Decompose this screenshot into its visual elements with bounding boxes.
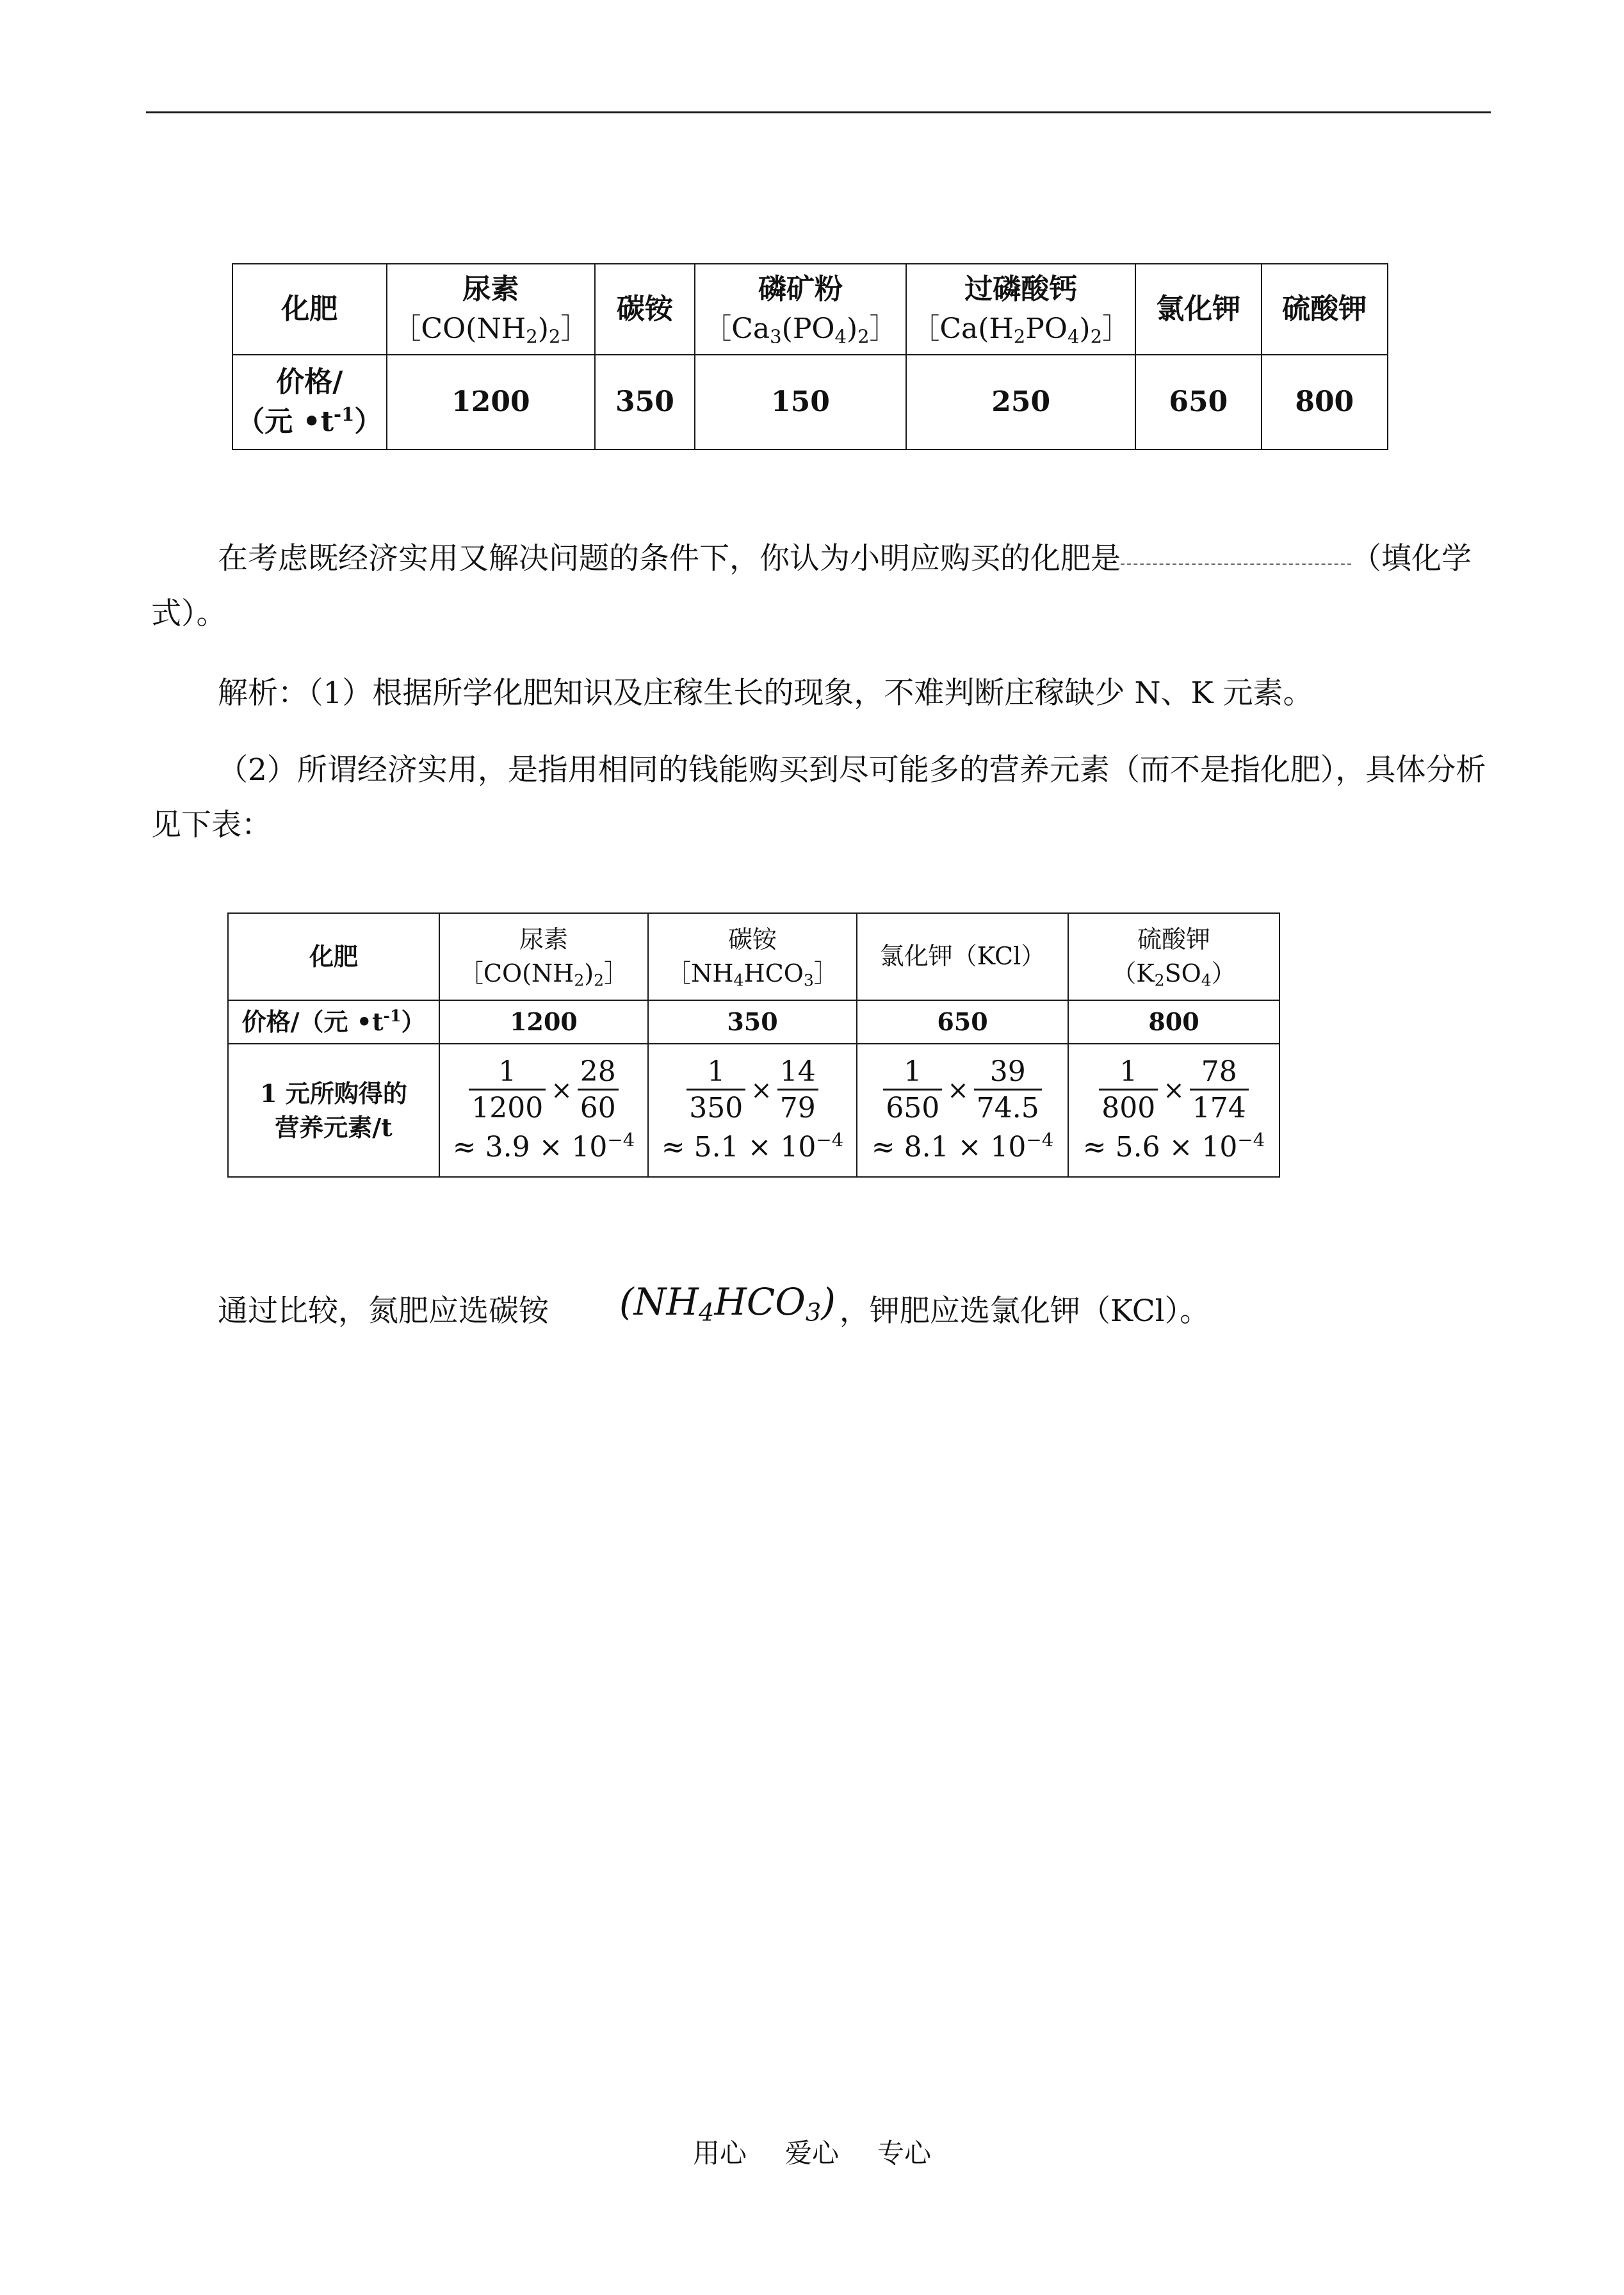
- t2-header-cell: 碳铵 $[NH_4HCO_3]$: [648, 913, 857, 1000]
- t2-calc-cell: [439, 1044, 648, 1177]
- times-sign: ×: [1163, 1075, 1185, 1105]
- t1-price-cell: 800: [1262, 355, 1388, 450]
- t2-header-cell: 氯化钾（KCl）: [857, 913, 1068, 1000]
- fraction: $\frac{28}{60}$: [578, 1055, 619, 1126]
- t2-price-cell: 1200: [439, 1000, 648, 1044]
- t1-price-cell: 1200: [387, 355, 596, 450]
- footer-word: 爱心: [784, 2137, 839, 2169]
- t1-price-cell: 650: [1135, 355, 1261, 450]
- page-footer: [0, 2132, 1624, 2171]
- t1-header-cell: 尿素 $[CO(NH_2)_2]$: [387, 264, 596, 355]
- times-sign: ×: [947, 1075, 969, 1105]
- t2-calc-cell: [648, 1044, 857, 1177]
- times-sign: ×: [751, 1075, 772, 1105]
- t2-calc-cell: [857, 1044, 1068, 1177]
- t1-header-cell: 氯化钾: [1135, 264, 1261, 355]
- t2-header-label: 化肥: [228, 913, 439, 1000]
- t1-header-cell: 磷矿粉 $[Ca_3(PO_4)_2]$: [695, 264, 907, 355]
- analysis-paragraph-1: 解析：（1）根据所学化肥知识及庄稼生长的现象，不难判断庄稼缺少 N、K 元素。: [218, 676, 1313, 711]
- question-paragraph: 在考虑既经济实用又解决问题的条件下，你认为小明应购买的化肥是 （填化学式）。: [151, 541, 1472, 631]
- t1-header-cell: 硫酸钾: [1262, 264, 1388, 355]
- chemical-formula: $(NH_4HCO_3)$: [619, 1280, 836, 1327]
- t2-price-cell: 350: [648, 1000, 857, 1044]
- calc-result: ≈ $5.6 \times 10^{-4}$: [1082, 1129, 1265, 1164]
- fraction: $\frac{14}{79}$: [777, 1055, 818, 1126]
- footer-word: 用心: [692, 2137, 747, 2169]
- fraction: $\frac{1}{800}$: [1099, 1055, 1158, 1126]
- t1-header-cell: 化肥: [232, 264, 387, 355]
- t2-price-label: 价格/（元 $•t^{-1}$）: [228, 1000, 439, 1044]
- answer-blank: [1121, 561, 1351, 565]
- conclusion-paragraph: 通过比较，氮肥应选碳铵 $(NH_4HCO_3)$ ，钾肥应选氯化钾（KCl）。: [151, 1274, 1490, 1339]
- t2-header-cell: 尿素 $[CO(NH_2)_2]$: [439, 913, 648, 1000]
- t2-price-cell: 650: [857, 1000, 1068, 1044]
- t2-nutrient-label: 1 元所购得的 营养元素/t: [228, 1044, 439, 1177]
- t2-header-cell: 硫酸钾 $(K_2SO_4)$: [1068, 913, 1279, 1000]
- t1-price-cell: 150: [695, 355, 907, 450]
- t1-price-cell: 250: [906, 355, 1135, 450]
- fertilizer-price-table: [232, 263, 1388, 450]
- calc-result: ≈ $5.1 \times 10^{-4}$: [661, 1129, 844, 1164]
- fraction: $\frac{78}{174}$: [1190, 1055, 1249, 1126]
- calc-result: ≈ $3.9 \times 10^{-4}$: [452, 1129, 635, 1164]
- t1-price-label: 价格/ （元 $•t^{-1}$）: [232, 355, 387, 450]
- fraction: $\frac{1}{650}$: [883, 1055, 942, 1126]
- t2-price-cell: 800: [1068, 1000, 1279, 1044]
- analysis-paragraph-2: （2）所谓经济实用，是指用相同的钱能购买到尽可能多的营养元素（而不是指化肥），具体分析见下表：: [151, 752, 1486, 843]
- fraction: $\frac{1}{1200}$: [469, 1055, 546, 1126]
- t1-price-cell: 350: [595, 355, 694, 450]
- t2-calc-cell: [1068, 1044, 1279, 1177]
- t1-header-cell: 碳铵: [595, 264, 694, 355]
- times-sign: ×: [551, 1075, 572, 1105]
- fraction: $\frac{39}{74.5}$: [974, 1055, 1042, 1126]
- calc-result: ≈ $8.1 \times 10^{-4}$: [871, 1129, 1054, 1164]
- nutrient-analysis-table: [227, 912, 1280, 1178]
- fraction: $\frac{1}{350}$: [686, 1055, 745, 1126]
- t1-header-cell: 过磷酸钙 $[Ca(H_2PO_4)_2]$: [906, 264, 1135, 355]
- header-rule: [146, 111, 1491, 113]
- footer-word: 专心: [877, 2137, 932, 2169]
